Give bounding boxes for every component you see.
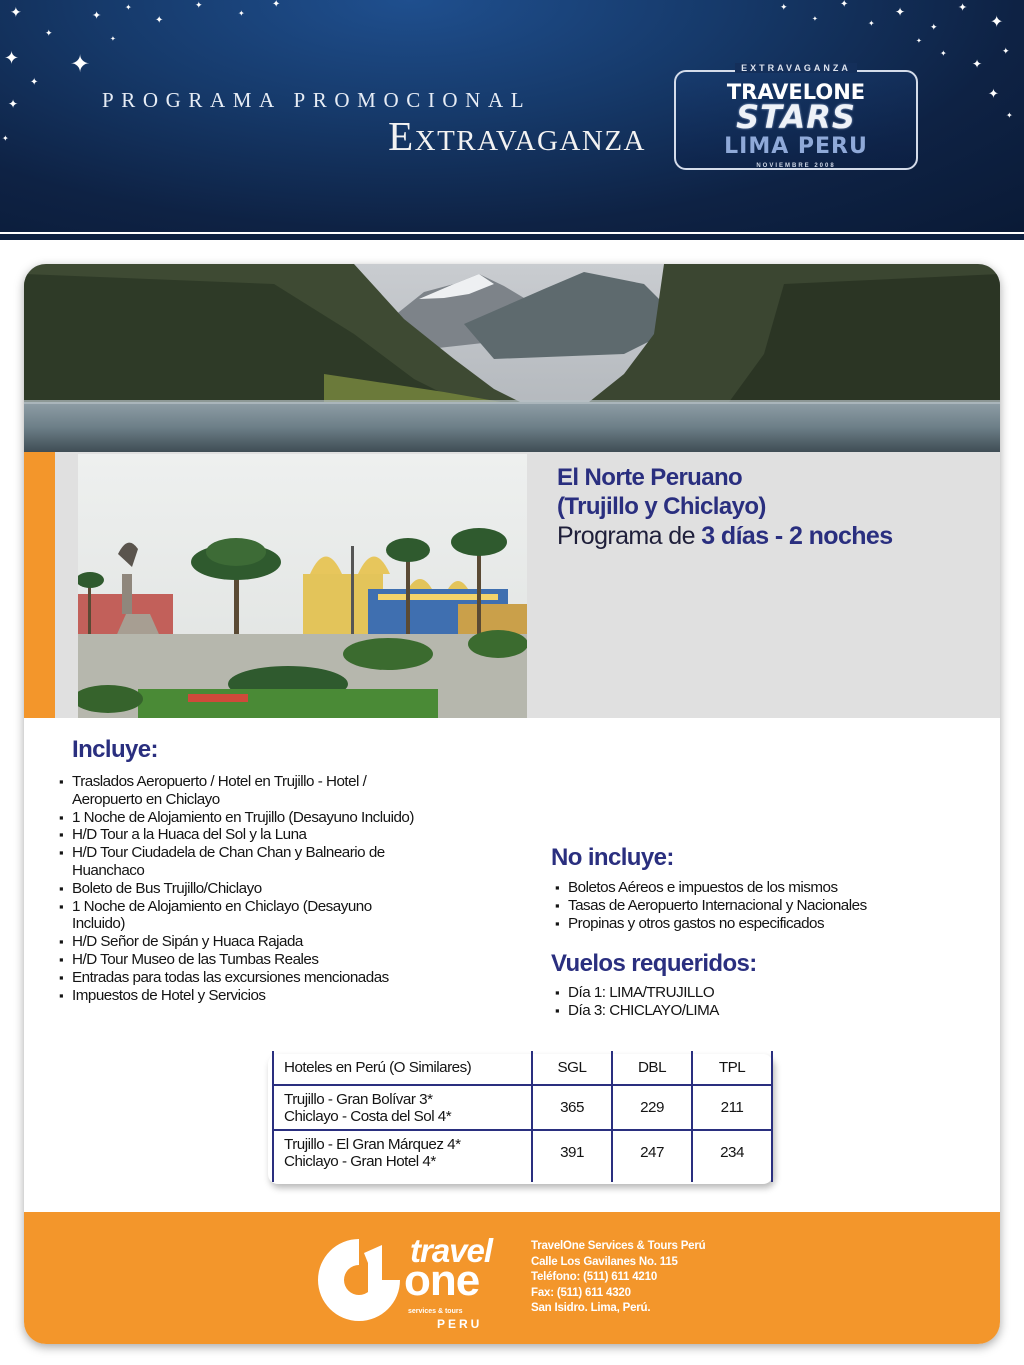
list-item: ▪ Boleto de Bus Trujillo/Chiclayo: [72, 880, 512, 898]
header-sgl: SGL: [532, 1051, 612, 1085]
star-icon: ✦: [92, 9, 102, 22]
star-icon: ✦: [45, 29, 53, 39]
star-icon: ✦: [4, 48, 20, 69]
list-item: ▪ Impuestos de Hotel y Servicios: [72, 987, 512, 1005]
star-icon: ✦: [972, 57, 983, 71]
program-card: [24, 264, 1000, 1344]
star-icon: ✦: [238, 9, 245, 18]
orange-accent-strip: [24, 452, 55, 718]
star-icon: ✦: [958, 1, 968, 14]
list-item: ▪ 1 Noche de Alojamiento en Trujillo (Desayuno Incluido): [72, 809, 512, 827]
header-divider: [0, 234, 1024, 240]
flights-heading: Vuelos requeridos:: [551, 950, 757, 977]
hotel-line: Trujillo - Gran Bolívar 3*: [284, 1090, 433, 1108]
star-icon: ✦: [916, 37, 922, 45]
contact-company: TravelOne Services & Tours Perú: [531, 1240, 706, 1252]
contact-address: Calle Los Gavilanes No. 115: [531, 1255, 678, 1268]
tpl-price: 211: [692, 1085, 772, 1130]
star-icon: ✦: [1006, 111, 1013, 120]
list-item: ▪ Día 1: LIMA/TRUJILLO: [568, 984, 988, 1002]
includes-heading: Incluye:: [72, 736, 158, 763]
badge-line3: LIMA PERU: [724, 134, 868, 159]
list-item-continuation: Huanchaco: [72, 861, 145, 879]
list-item-continuation: Incluido): [72, 915, 125, 933]
badge-line2: STARS: [736, 98, 856, 136]
logo-one-text: one: [404, 1256, 480, 1305]
dbl-price: 229: [612, 1085, 692, 1130]
sgl-price: 391: [532, 1130, 612, 1174]
contact-info: [531, 1239, 705, 1317]
star-icon: ✦: [195, 1, 203, 11]
list-item-continuation: Aeropuerto en Chiclayo: [72, 790, 220, 808]
star-icon: ✦: [990, 12, 1004, 31]
program-duration: [557, 522, 893, 551]
table-row: [273, 1130, 772, 1174]
contact-fax: Fax: (511) 611 4320: [531, 1286, 631, 1299]
duration-highlight: 3 días - 2 noches: [701, 522, 893, 550]
program-title-line2: (Trujillo y Chiclayo): [557, 493, 766, 520]
header-banner: [0, 0, 1024, 232]
header-hotels: Hoteles en Perú (O Similares): [273, 1051, 532, 1085]
travelone-stars-badge: [674, 63, 918, 170]
hotel-cell: [273, 1085, 532, 1130]
badge-top-text: EXTRAVAGANZA: [735, 63, 857, 73]
contact-phone: Teléfono: (511) 611 4210: [531, 1271, 658, 1283]
hotel-line: Trujillo - El Gran Márquez 4*: [284, 1135, 461, 1153]
star-icon: ✦: [812, 15, 818, 23]
list-item: ▪ Boletos Aéreos e impuestos de los mismos: [568, 879, 988, 897]
price-table-card: [268, 1054, 773, 1184]
dbl-price: 247: [612, 1130, 692, 1174]
star-icon: ✦: [30, 77, 39, 88]
star-icon: ✦: [125, 3, 132, 12]
logo-country: PERU: [437, 1317, 483, 1331]
lagoon-photo: [24, 264, 1000, 452]
star-icon: ✦: [930, 23, 938, 33]
star-icon: ✦: [272, 0, 281, 10]
list-item: ▪ Tasas de Aeropuerto Internacional y Nacionales: [568, 897, 988, 915]
sgl-price: 365: [532, 1085, 612, 1130]
star-icon: ✦: [780, 3, 788, 13]
table-row: [273, 1085, 772, 1130]
list-item: ▪ Propinas y otros gastos no especificados: [568, 915, 988, 933]
hotel-cell: [273, 1130, 532, 1174]
star-icon: ✦: [1002, 47, 1010, 57]
star-icon: ✦: [988, 87, 999, 102]
excludes-list: [568, 879, 988, 932]
header-tpl: TPL: [692, 1051, 772, 1085]
table-header-row: [273, 1051, 772, 1085]
list-item: ▪ H/D Tour Ciudadela de Chan Chan y Balneario de: [72, 844, 512, 862]
badge-line1: TRAVELONE: [726, 80, 866, 104]
price-table: [272, 1051, 773, 1182]
promo-line: PROGRAMA PROMOCIONAL: [102, 88, 532, 112]
list-item: ▪ H/D Tour a la Huaca del Sol y la Luna: [72, 826, 512, 844]
excludes-heading: No incluye:: [551, 844, 674, 871]
list-item: ▪ Día 3: CHICLAYO/LIMA: [568, 1002, 988, 1020]
logo-travel-text: travel: [410, 1232, 493, 1269]
list-item: ▪ 1 Noche de Alojamiento en Chiclayo (Desayuno: [72, 898, 512, 916]
star-icon: ✦: [155, 15, 164, 26]
list-item: ▪ Traslados Aeropuerto / Hotel en Trujillo - Hotel /: [72, 773, 512, 791]
star-icon: ✦: [8, 97, 19, 111]
hotel-line: Chiclayo - Gran Hotel 4*: [284, 1152, 436, 1170]
logo-subtitle: services & tours: [408, 1308, 463, 1315]
star-icon: ✦: [840, 0, 849, 10]
travelone-logo-icon: [312, 1233, 406, 1327]
star-icon: ✦: [10, 5, 22, 21]
star-icon: ✦: [2, 134, 9, 143]
flights-list: [568, 984, 988, 1020]
tpl-price: 234: [692, 1130, 772, 1174]
list-item: ▪ H/D Señor de Sipán y Huaca Rajada: [72, 933, 512, 951]
star-icon: ✦: [868, 19, 875, 28]
table-spacer-row: [273, 1174, 772, 1182]
plaza-de-armas-photo: [78, 454, 527, 718]
list-item: ▪ Entradas para todas las excursiones mencionadas: [72, 969, 512, 987]
program-title-line1: El Norte Peruano: [557, 464, 743, 491]
star-icon: ✦: [70, 50, 91, 78]
contact-city: San Isidro. Lima, Perú.: [531, 1302, 651, 1314]
star-icon: ✦: [895, 5, 906, 19]
header-dbl: DBL: [612, 1051, 692, 1085]
footer-bar: [24, 1212, 1000, 1344]
star-icon: ✦: [110, 35, 116, 43]
duration-prefix: Programa de: [557, 522, 702, 550]
includes-list: [72, 773, 512, 1004]
list-item: ▪ H/D Tour Museo de las Tumbas Reales: [72, 951, 512, 969]
hotel-line: Chiclayo - Costa del Sol 4*: [284, 1107, 452, 1125]
star-icon: ✦: [940, 49, 947, 58]
headline: Extravaganza: [388, 113, 646, 159]
badge-bottom-text: NOVIEMBRE 2008: [756, 163, 836, 169]
